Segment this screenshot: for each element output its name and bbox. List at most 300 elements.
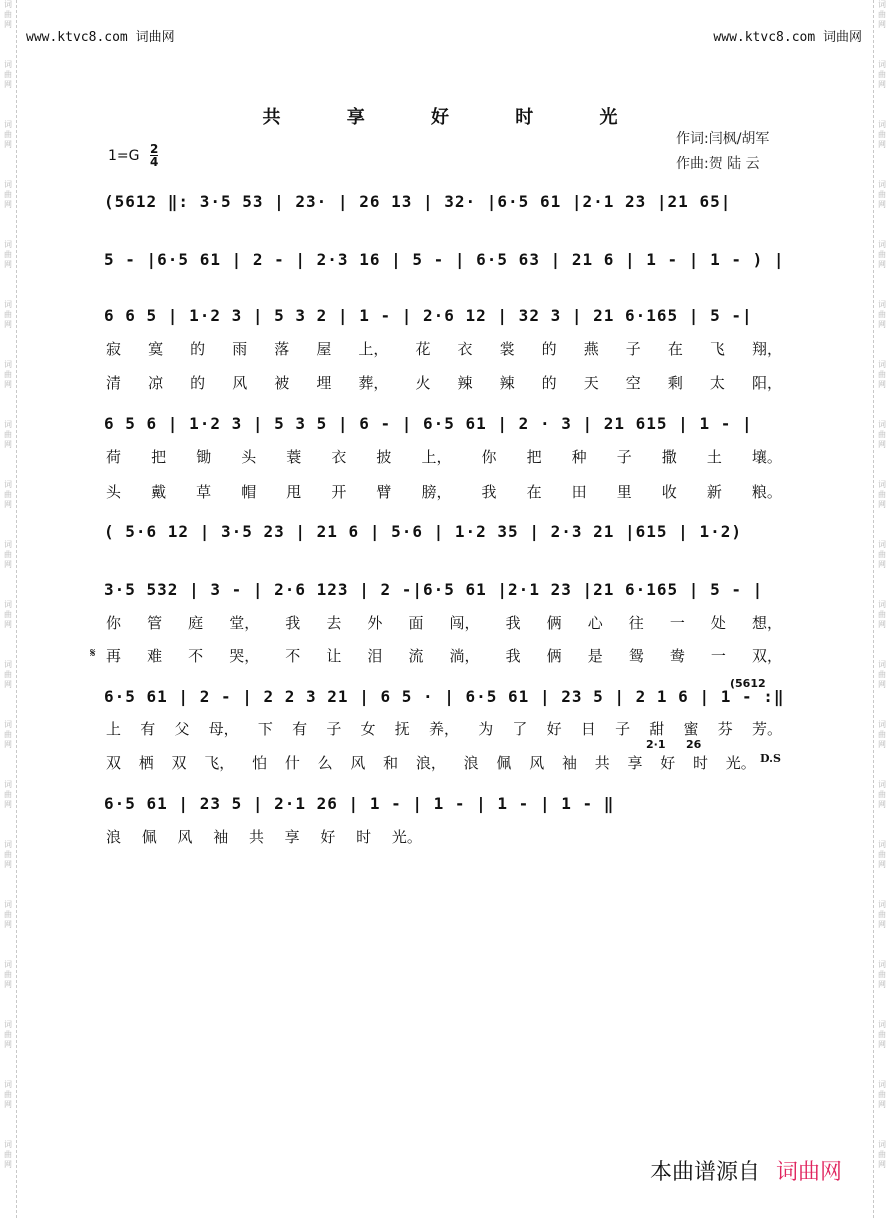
watermark-glyph: 曲 <box>4 250 12 259</box>
segno-sign: 𝄋 <box>90 646 96 661</box>
watermark-glyph: 网 <box>878 920 886 929</box>
watermark-glyph: 词 <box>878 960 886 969</box>
lyric-char: 堂， <box>229 614 260 632</box>
lyric-char: 双 <box>171 754 187 772</box>
lyric-char: 壤。 <box>751 448 782 466</box>
watermark-glyph: 网 <box>878 860 886 869</box>
lyric-char: 日 <box>580 720 596 738</box>
lyric-char: 俩 <box>546 647 562 665</box>
watermark-gap <box>874 150 890 180</box>
lyric-char: 双 <box>106 754 122 772</box>
watermark-gap <box>874 270 890 300</box>
lyric-char: 风 <box>529 754 545 772</box>
watermark-gap <box>0 690 16 720</box>
lyric-char: 袖 <box>561 754 577 772</box>
lyric-char: 衣 <box>457 340 473 358</box>
lyric-char: 父 <box>174 720 190 738</box>
lyric-char: 甩 <box>286 483 302 501</box>
footer-source <box>650 1155 842 1186</box>
lyric-char: 粮。 <box>751 483 782 501</box>
watermark-gap <box>874 210 890 240</box>
watermark-glyph: 词 <box>878 660 886 669</box>
watermark-glyph: 网 <box>4 860 12 869</box>
watermark-glyph: 网 <box>878 200 886 209</box>
lyric-char: 一 <box>669 614 685 632</box>
lyric-char: 空 <box>625 374 641 392</box>
time-signature-top: 2 <box>150 142 159 156</box>
lyric-char: 裳 <box>499 340 515 358</box>
lyric-char: 面 <box>408 614 424 632</box>
score-line-4: 6 5 6 | 1·2 3 | 5 3 5 | 6 - | 6·5 61 | 2 · 3 | 21 615 | 1 - | <box>104 414 753 433</box>
lyric-line-1 <box>106 338 782 359</box>
watermark-glyph: 曲 <box>878 70 886 79</box>
watermark-glyph: 词 <box>878 60 886 69</box>
lyric-char: 俩 <box>546 614 562 632</box>
lyric-char: 草 <box>196 483 212 501</box>
lyric-char: 淌， <box>449 647 480 665</box>
lyric-char: 浪 <box>463 754 479 772</box>
lyric-char: 么 <box>317 754 333 772</box>
lyric-char: 衣 <box>331 448 347 466</box>
watermark-glyph: 网 <box>4 320 12 329</box>
lyric-char: 在 <box>667 340 683 358</box>
watermark-gap <box>874 510 890 540</box>
lyric-char: 披 <box>376 448 392 466</box>
watermark-gap <box>0 930 16 960</box>
lyric-char: 甜 <box>649 720 665 738</box>
watermark-glyph: 网 <box>4 20 12 29</box>
watermark-gap <box>874 1110 890 1140</box>
watermark-glyph: 词 <box>4 720 12 729</box>
lyric-line-7 <box>106 718 782 739</box>
lyric-char: 把 <box>526 448 542 466</box>
lyric-char: 心 <box>587 614 603 632</box>
lyric-char: 头 <box>106 483 122 501</box>
watermark-glyph: 词 <box>878 780 886 789</box>
lyric-char: 葬， <box>358 374 389 392</box>
watermark-glyph: 网 <box>4 1100 12 1109</box>
lyric-char: 花 <box>415 340 431 358</box>
watermark-glyph: 曲 <box>4 1030 12 1039</box>
watermark-glyph: 网 <box>878 80 886 89</box>
lyric-char: 火 <box>415 374 431 392</box>
lyric-char: 袖 <box>213 828 229 846</box>
watermark-glyph: 词 <box>4 660 12 669</box>
watermark-gap <box>0 750 16 780</box>
watermark-glyph: 曲 <box>878 970 886 979</box>
lyric-char: 享 <box>284 828 300 846</box>
lyric-char: 天 <box>583 374 599 392</box>
watermark-gap <box>874 1170 890 1200</box>
watermark-gap <box>0 630 16 660</box>
lyric-char: 上， <box>358 340 389 358</box>
score-line-3: 6 6 5 | 1·2 3 | 5 3 2 | 1 - | 2·6 12 | 32 3 | 21 6·165 | 5 -| <box>104 306 753 325</box>
score-line-5: ( 5·6 12 | 3·5 23 | 21 6 | 5·6 | 1·2 35 | 2·3 21 |615 | 1·2) <box>104 522 742 541</box>
lyric-char: 新 <box>706 483 722 501</box>
watermark-glyph: 曲 <box>4 10 12 19</box>
lyric-char: 太 <box>709 374 725 392</box>
lyric-char: 和 <box>383 754 399 772</box>
watermark-glyph: 曲 <box>4 790 12 799</box>
watermark-gap <box>0 810 16 840</box>
lyric-char: 栖 <box>138 754 154 772</box>
watermark-gap <box>874 810 890 840</box>
lyric-char: 蜜 <box>683 720 699 738</box>
watermark-glyph: 曲 <box>4 970 12 979</box>
watermark-gap <box>874 30 890 60</box>
lyric-char: 阳， <box>751 374 782 392</box>
watermark-glyph: 词 <box>4 180 12 189</box>
watermark-glyph: 曲 <box>4 670 12 679</box>
watermark-glyph: 词 <box>878 600 886 609</box>
watermark-column-right <box>874 0 890 1200</box>
time-signature <box>150 143 158 168</box>
watermark-glyph: 词 <box>878 540 886 549</box>
lyric-line-3 <box>106 446 782 467</box>
lyric-char: 燕 <box>583 340 599 358</box>
lyric-char: 我 <box>481 483 497 501</box>
watermark-glyph: 网 <box>4 680 12 689</box>
watermark-glyph: 词 <box>4 300 12 309</box>
watermark-glyph: 词 <box>878 1080 886 1089</box>
lyric-char: 怕 <box>252 754 268 772</box>
lyric-char: 女 <box>360 720 376 738</box>
watermark-glyph: 曲 <box>878 910 886 919</box>
lyric-char: 头 <box>241 448 257 466</box>
watermark-gap <box>0 870 16 900</box>
watermark-glyph: 网 <box>878 560 886 569</box>
lyric-char: 的 <box>190 374 206 392</box>
watermark-glyph: 网 <box>4 1160 12 1169</box>
lyric-char: 享 <box>627 754 643 772</box>
song-title: 共 享 好 时 光 <box>262 107 648 128</box>
lyric-char: 去 <box>326 614 342 632</box>
watermark-glyph: 网 <box>878 980 886 989</box>
lyric-char: 田 <box>571 483 587 501</box>
watermark-glyph: 曲 <box>878 490 886 499</box>
watermark-glyph: 网 <box>878 1100 886 1109</box>
lyric-char: 撒 <box>661 448 677 466</box>
watermark-glyph: 曲 <box>4 1150 12 1159</box>
watermark-glyph: 词 <box>4 840 12 849</box>
watermark-glyph: 网 <box>4 620 12 629</box>
watermark-glyph: 曲 <box>4 70 12 79</box>
lyric-char: 好 <box>546 720 562 738</box>
lyric-char: 雨 <box>232 340 248 358</box>
watermark-glyph: 网 <box>4 200 12 209</box>
lyric-char: 再 <box>106 647 122 665</box>
watermark-glyph: 曲 <box>878 430 886 439</box>
lyric-char: 飞， <box>204 754 235 772</box>
watermark-glyph: 网 <box>878 800 886 809</box>
lyric-char: 养， <box>428 720 459 738</box>
lyric-char: 了 <box>512 720 528 738</box>
watermark-glyph: 词 <box>4 0 12 9</box>
watermark-glyph: 词 <box>4 480 12 489</box>
watermark-glyph: 词 <box>878 420 886 429</box>
lyric-char: 风 <box>350 754 366 772</box>
lyric-char: 的 <box>541 340 557 358</box>
watermark-gap <box>874 570 890 600</box>
watermark-glyph: 网 <box>878 20 886 29</box>
key-signature: 1=G <box>108 148 140 164</box>
watermark-glyph: 词 <box>878 180 886 189</box>
watermark-glyph: 词 <box>4 600 12 609</box>
watermark-glyph: 曲 <box>4 550 12 559</box>
lyric-char: 双， <box>751 647 782 665</box>
lyric-char: 上， <box>421 448 452 466</box>
watermark-glyph: 曲 <box>878 730 886 739</box>
lyric-line-2 <box>106 372 782 393</box>
lyric-char: 风 <box>177 828 193 846</box>
lyric-char: 上 <box>106 720 122 738</box>
watermark-glyph: 曲 <box>878 1030 886 1039</box>
watermark-glyph: 词 <box>878 720 886 729</box>
watermark-gap <box>0 30 16 60</box>
watermark-glyph: 曲 <box>878 130 886 139</box>
lyric-char: 我 <box>505 614 521 632</box>
watermark-gap <box>0 450 16 480</box>
lyric-char: 我 <box>285 614 301 632</box>
watermark-column-left <box>0 0 16 1200</box>
lyric-line-6 <box>106 645 782 666</box>
lyric-char: 蓑 <box>286 448 302 466</box>
watermark-gap <box>874 990 890 1020</box>
watermark-glyph: 网 <box>878 320 886 329</box>
lyricist-credit: 作词:闫枫/胡军 <box>676 131 770 147</box>
watermark-glyph: 曲 <box>878 250 886 259</box>
watermark-glyph: 网 <box>878 140 886 149</box>
header-url-right[interactable]: www.ktvc8.com 词曲网 <box>713 30 862 45</box>
lyric-char: 戴 <box>151 483 167 501</box>
watermark-glyph: 词 <box>878 360 886 369</box>
lyric-char: 剩 <box>667 374 683 392</box>
watermark-glyph: 曲 <box>4 190 12 199</box>
lyric-char: 好 <box>660 754 676 772</box>
watermark-glyph: 词 <box>4 900 12 909</box>
lyric-char: 时 <box>356 828 372 846</box>
watermark-glyph: 曲 <box>4 310 12 319</box>
lyric-char: 我 <box>505 647 521 665</box>
lyric-char: 时 <box>693 754 709 772</box>
watermark-glyph: 曲 <box>4 130 12 139</box>
lyric-char: 土 <box>706 448 722 466</box>
lyric-char: 落 <box>274 340 290 358</box>
lyric-char: 锄 <box>196 448 212 466</box>
ds-mark: D.S <box>760 752 781 765</box>
lyric-char: 光。 <box>391 828 422 846</box>
lyric-char: 在 <box>526 483 542 501</box>
lyric-char: 的 <box>541 374 557 392</box>
watermark-gap <box>874 690 890 720</box>
watermark-glyph: 网 <box>4 980 12 989</box>
grace-fraction-2: 26 <box>686 738 702 751</box>
composer-credit: 作曲:贺 陆 云 <box>676 156 760 172</box>
lyric-char: 子 <box>615 720 631 738</box>
lyric-char: 埋 <box>316 374 332 392</box>
lyric-char: 被 <box>274 374 290 392</box>
watermark-glyph: 词 <box>878 240 886 249</box>
lyric-char: 浪 <box>106 828 122 846</box>
lyric-char: 哭， <box>229 647 260 665</box>
lyric-char: 母， <box>208 720 239 738</box>
lyric-char: 寞 <box>148 340 164 358</box>
score-line-7: 6·5 61 | 2 - | 2 2 3 21 | 6 5 · | 6·5 61 | 23 5 | 2 1 6 | 1 - :‖ <box>104 687 785 706</box>
watermark-glyph: 网 <box>4 560 12 569</box>
watermark-gap <box>0 1050 16 1080</box>
lyric-char: 下 <box>257 720 273 738</box>
lyric-char: 想， <box>751 614 782 632</box>
watermark-gap <box>0 150 16 180</box>
watermark-glyph: 词 <box>878 300 886 309</box>
lyric-char: 你 <box>106 614 122 632</box>
watermark-glyph: 网 <box>878 620 886 629</box>
watermark-glyph: 词 <box>4 780 12 789</box>
score-line-8: 6·5 61 | 23 5 | 2·1 26 | 1 - | 1 - | 1 - | 1 - ‖ <box>104 794 615 813</box>
watermark-glyph: 曲 <box>4 850 12 859</box>
watermark-glyph: 词 <box>4 1140 12 1149</box>
lyric-char: 闯， <box>449 614 480 632</box>
watermark-glyph: 网 <box>4 440 12 449</box>
watermark-gap <box>0 1110 16 1140</box>
lyric-char: 帽 <box>241 483 257 501</box>
watermark-glyph: 词 <box>4 360 12 369</box>
lyric-char: 难 <box>147 647 163 665</box>
watermark-gap <box>874 1050 890 1080</box>
watermark-glyph: 词 <box>4 960 12 969</box>
score-line-2: 5 - |6·5 61 | 2 - | 2·3 16 | 5 - | 6·5 63 | 21 6 | 1 - | 1 - ) | <box>104 250 785 269</box>
lyric-char: 开 <box>331 483 347 501</box>
watermark-glyph: 曲 <box>4 370 12 379</box>
watermark-glyph: 词 <box>878 1140 886 1149</box>
lyric-char: 好 <box>320 828 336 846</box>
watermark-glyph: 曲 <box>878 370 886 379</box>
lyric-char: 屋 <box>316 340 332 358</box>
watermark-glyph: 网 <box>4 140 12 149</box>
watermark-glyph: 词 <box>4 1020 12 1029</box>
tail-grace-notes: (5612 <box>730 677 766 690</box>
lyric-char: 把 <box>151 448 167 466</box>
watermark-glyph: 曲 <box>4 910 12 919</box>
watermark-gap <box>0 330 16 360</box>
lyric-char: 荷 <box>106 448 122 466</box>
watermark-glyph: 网 <box>878 380 886 389</box>
lyric-line-9 <box>106 826 422 847</box>
watermark-glyph: 网 <box>878 680 886 689</box>
watermark-glyph: 词 <box>878 120 886 129</box>
watermark-glyph: 词 <box>4 60 12 69</box>
lyric-char: 不 <box>188 647 204 665</box>
watermark-glyph: 网 <box>4 740 12 749</box>
watermark-gap <box>0 210 16 240</box>
watermark-glyph: 曲 <box>878 10 886 19</box>
grace-fraction-1: 2·1 <box>646 738 666 751</box>
watermark-glyph: 词 <box>878 480 886 489</box>
watermark-glyph: 词 <box>4 540 12 549</box>
lyric-char: 佩 <box>141 828 157 846</box>
watermark-glyph: 网 <box>4 260 12 269</box>
footer-brand-link[interactable]: 词曲网 <box>775 1160 842 1185</box>
watermark-glyph: 曲 <box>878 310 886 319</box>
lyric-char: 浪， <box>415 754 446 772</box>
lyric-char: 抚 <box>394 720 410 738</box>
lyric-line-4 <box>106 481 782 502</box>
watermark-glyph: 词 <box>4 420 12 429</box>
watermark-glyph: 网 <box>878 1160 886 1169</box>
watermark-gap <box>0 570 16 600</box>
lyric-char: 处 <box>710 614 726 632</box>
watermark-glyph: 曲 <box>878 670 886 679</box>
lyric-char: 的 <box>190 340 206 358</box>
lyric-char: 凉 <box>148 374 164 392</box>
lyric-char: 子 <box>625 340 641 358</box>
watermark-glyph: 曲 <box>878 790 886 799</box>
watermark-gap <box>0 510 16 540</box>
watermark-gap <box>0 390 16 420</box>
score-line-6: 3·5 532 | 3 - | 2·6 123 | 2 -|6·5 61 |2·1 23 |21 6·165 | 5 - | <box>104 580 764 599</box>
watermark-glyph: 词 <box>4 240 12 249</box>
lyric-char: 芬 <box>717 720 733 738</box>
watermark-glyph: 网 <box>878 440 886 449</box>
watermark-gap <box>874 450 890 480</box>
lyric-char: 鸯 <box>669 647 685 665</box>
watermark-glyph: 词 <box>878 900 886 909</box>
watermark-glyph: 曲 <box>878 850 886 859</box>
lyric-char: 你 <box>481 448 497 466</box>
lyric-char: 佩 <box>496 754 512 772</box>
lyric-char: 子 <box>616 448 632 466</box>
lyric-char: 收 <box>661 483 677 501</box>
lyric-char: 共 <box>248 828 264 846</box>
watermark-glyph: 网 <box>4 920 12 929</box>
lyric-char: 流 <box>408 647 424 665</box>
watermark-glyph: 网 <box>878 1040 886 1049</box>
watermark-glyph: 网 <box>878 500 886 509</box>
lyric-char: 往 <box>628 614 644 632</box>
score-line-1: (5612 ‖: 3·5 53 | 23· | 26 13 | 32· |6·5 61 |2·1 23 |21 65| <box>104 192 732 211</box>
lyric-char: 什 <box>284 754 300 772</box>
time-signature-bottom: 4 <box>150 155 159 169</box>
lyric-line-8 <box>106 752 756 773</box>
lyric-char: 膀， <box>421 483 452 501</box>
lyric-char: 寂 <box>106 340 122 358</box>
watermark-glyph: 网 <box>878 740 886 749</box>
watermark-glyph: 词 <box>878 840 886 849</box>
lyric-char: 有 <box>140 720 156 738</box>
lyric-char: 庭 <box>188 614 204 632</box>
lyric-char: 种 <box>571 448 587 466</box>
watermark-glyph: 曲 <box>878 610 886 619</box>
watermark-glyph: 网 <box>4 80 12 89</box>
watermark-glyph: 网 <box>4 800 12 809</box>
watermark-glyph: 网 <box>4 500 12 509</box>
header-url-left[interactable]: www.ktvc8.com 词曲网 <box>26 30 175 45</box>
watermark-gap <box>874 390 890 420</box>
lyric-char: 清 <box>106 374 122 392</box>
lyric-char: 不 <box>285 647 301 665</box>
lyric-char: 飞 <box>709 340 725 358</box>
watermark-glyph: 词 <box>4 120 12 129</box>
lyric-char: 光。 <box>725 754 756 772</box>
watermark-gap <box>874 330 890 360</box>
watermark-gap <box>874 870 890 900</box>
lyric-char: 有 <box>292 720 308 738</box>
watermark-glyph: 网 <box>4 1040 12 1049</box>
watermark-glyph: 词 <box>878 1020 886 1029</box>
watermark-gap <box>874 930 890 960</box>
lyric-char: 为 <box>478 720 494 738</box>
watermark-glyph: 词 <box>878 0 886 9</box>
